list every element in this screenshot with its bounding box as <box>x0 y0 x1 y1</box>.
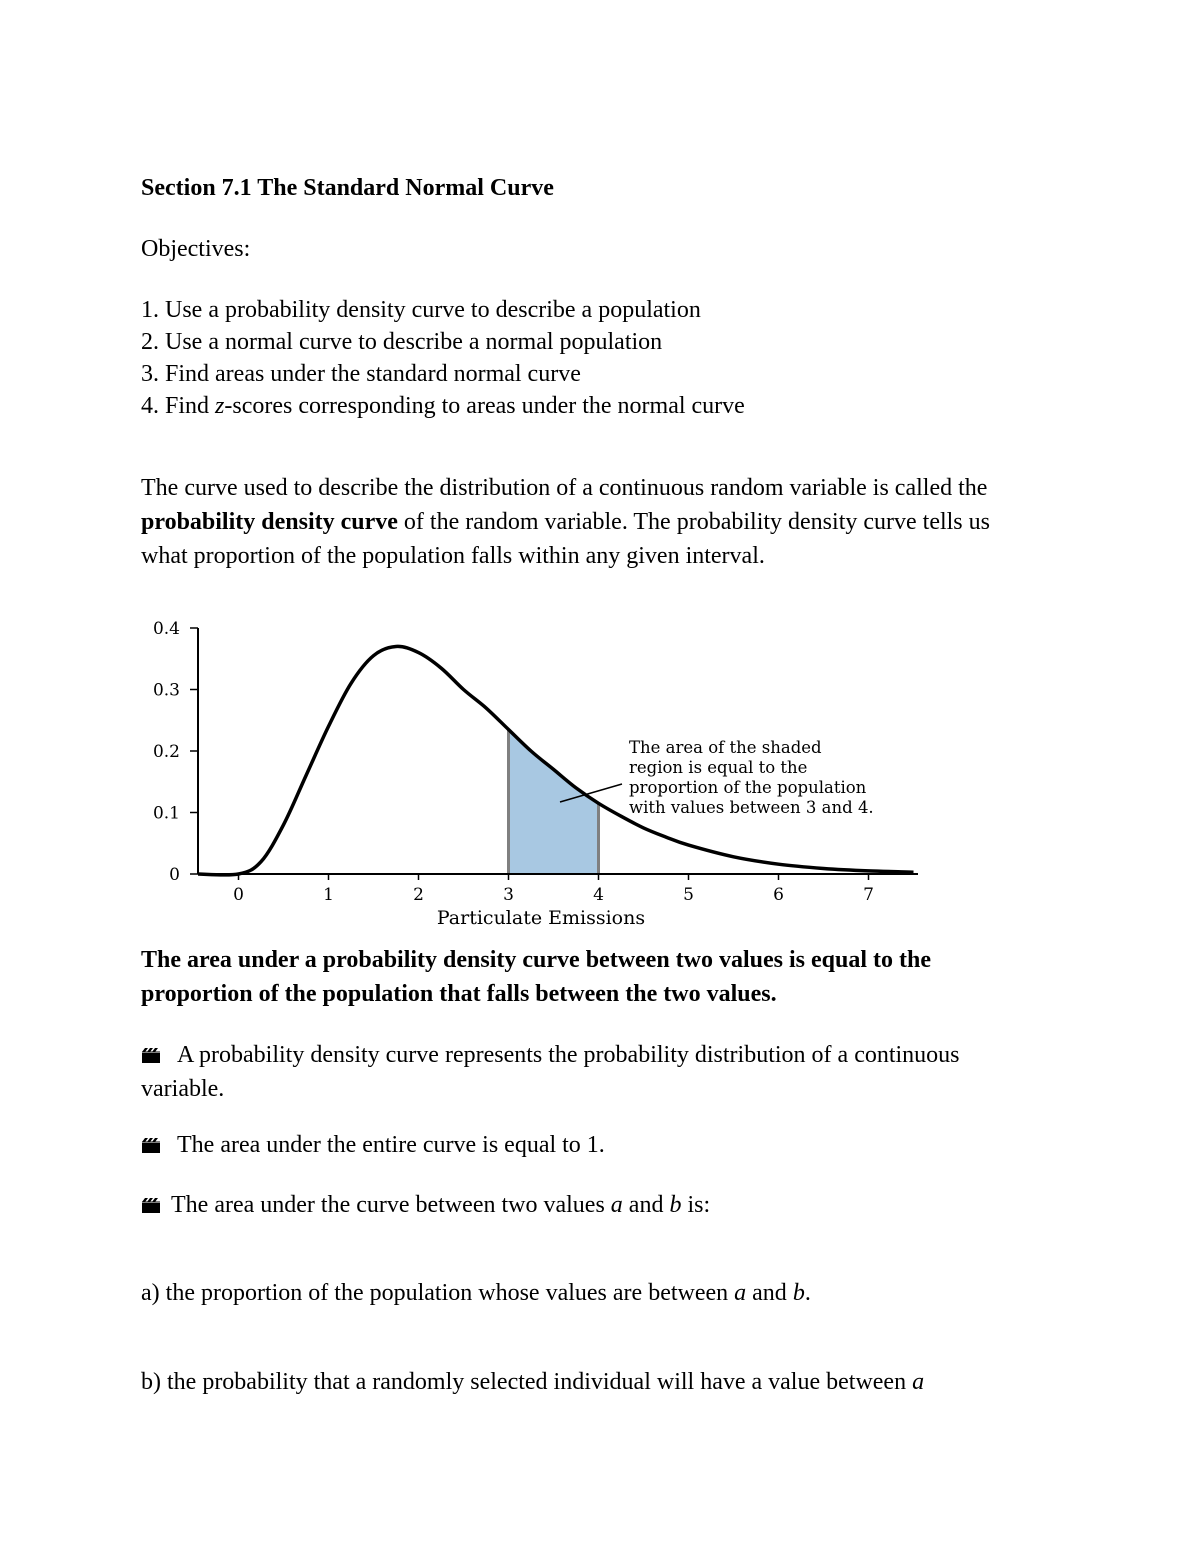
intro-text: The curve used to describe the distribution of a continuous random variable is called the <box>141 475 988 501</box>
x-tick-label: 6 <box>773 885 784 905</box>
x-tick-label: 2 <box>413 885 424 905</box>
x-tick-label: 7 <box>863 885 874 905</box>
y-tick-label: 0 <box>169 865 180 885</box>
bullet-text: is: <box>681 1192 711 1218</box>
item-text: . <box>804 1280 811 1306</box>
variable-b: b <box>792 1280 805 1306</box>
intro-paragraph <box>141 471 1041 573</box>
x-axis-label: Particulate Emissions <box>436 907 646 929</box>
item-text: a) the proportion of the population whose values are between <box>141 1280 735 1306</box>
item-text: b) the probability that a randomly selected individual will have a value between <box>141 1369 913 1395</box>
variable-a: a <box>912 1369 925 1395</box>
y-tick-label: 0.4 <box>152 619 180 639</box>
list-item-b <box>141 1366 924 1398</box>
x-tick-label: 0 <box>233 885 244 905</box>
bullet-text: The area under the entire curve is equal to 1. <box>177 1132 605 1158</box>
bullet-text: and <box>622 1192 670 1218</box>
term-probability-density-curve: probability density curve <box>141 509 398 535</box>
y-tick-label: 0.3 <box>152 680 180 701</box>
clapperboard-icon <box>141 1137 161 1153</box>
y-tick-label: 0.2 <box>152 742 180 762</box>
density-chart <box>130 612 960 932</box>
variable-a: a <box>734 1280 747 1306</box>
intro-text: of the random variable. The probability density curve tells us what proportion of the population falls within any given interval. <box>141 509 990 569</box>
objectives-label: Objectives: <box>141 236 251 262</box>
objective-text: 4. Find <box>141 393 216 419</box>
clapperboard-icon <box>141 1047 161 1063</box>
bullet-item <box>141 1038 1041 1106</box>
variable-b: b <box>669 1192 682 1218</box>
objective-item: 1. Use a probability density curve to describe a population <box>141 297 701 323</box>
annotation-text: The area of the shaded region is equal to the proportion of the population with values between 3 and 4. <box>629 738 874 817</box>
x-tick-label: 5 <box>683 885 694 905</box>
objective-item <box>141 390 745 422</box>
x-tick-label: 3 <box>503 885 514 905</box>
clapperboard-icon <box>141 1197 161 1213</box>
y-ticks <box>153 619 198 885</box>
list-item-a <box>141 1277 811 1309</box>
objective-item: 2. Use a normal curve to describe a normal population <box>141 329 663 355</box>
bullet-item <box>141 1128 1041 1162</box>
bullet-text: A probability density curve represents the probability distribution of a continuous variable. <box>141 1042 960 1102</box>
z-variable: z <box>215 393 225 419</box>
section-title: Section 7.1 The Standard Normal Curve <box>141 175 554 201</box>
objective-text: -scores corresponding to areas under the normal curve <box>224 393 745 419</box>
x-ticks <box>233 874 874 905</box>
x-tick-label: 4 <box>593 885 604 905</box>
item-text: and <box>746 1280 793 1306</box>
variable-a: a <box>610 1192 623 1218</box>
y-tick-label: 0.1 <box>152 803 180 824</box>
bullet-item <box>141 1188 1041 1222</box>
objective-item: 3. Find areas under the standard normal curve <box>141 361 581 387</box>
x-tick-label: 1 <box>323 885 334 905</box>
bullet-text: The area under the curve between two values <box>171 1192 611 1218</box>
key-statement: The area under a probability density curve between two values is equal to the proportion of the population that falls between the two values. <box>141 947 932 1007</box>
